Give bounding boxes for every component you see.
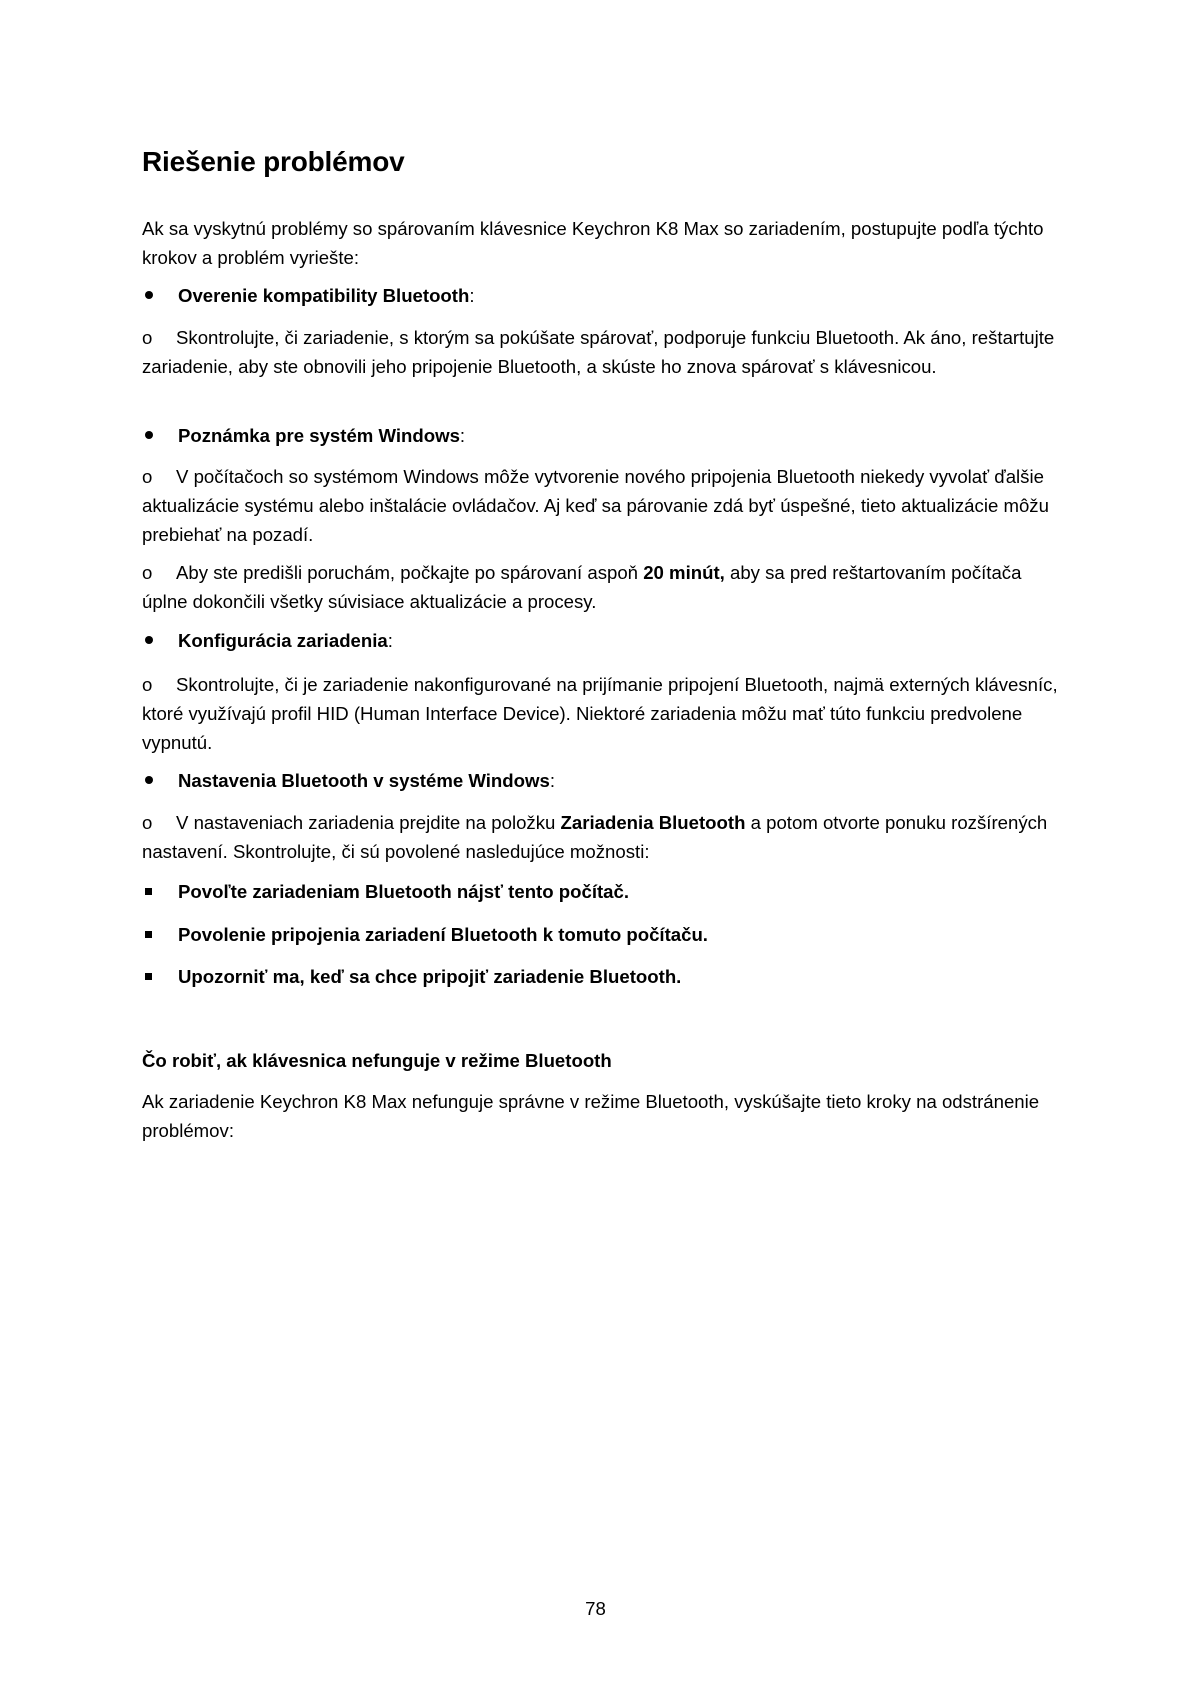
bt-settings-text: o V nastaveniach zariadenia prejdite na položku Zariadenia Bluetooth a potom otvorte ponuku rozšírených nastavení. Skontrolujte, či sú povolené nasledujúce možnosti: <box>142 808 1062 866</box>
compatibility-text: o Skontrolujte, či zariadenie, s ktorým sa pokúšate spárovať, podporuje funkciu Bluetooth. Ak áno, reštartujte zariadenie, aby ste obnovili jeho pripojenie Bluetooth, a skúste ho znova spárovať s klávesnicou. <box>142 323 1062 381</box>
windows-note-text-2: o Aby ste predišli poruchám, počkajte po spárovaní aspoň 20 minút, aby sa pred reštartovaním počítača úplne dokončili všetky súvisiace aktualizácie a procesy. <box>142 558 1062 616</box>
windows-note-text-1: o V počítačoch so systémom Windows môže vytvorenie nového pripojenia Bluetooth niekedy vyvolať ďalšie aktualizácie systému alebo inštalácie ovládačov. Aj keď sa párovanie zdá byť úspešné, tieto aktualizácie môžu prebiehať na pozadí. <box>142 462 1062 549</box>
option-text: Upozorniť ma, keď sa chce pripojiť zariadenie Bluetooth. <box>178 966 682 987</box>
circle-marker: o <box>142 327 153 348</box>
square-bullet-icon <box>142 877 178 906</box>
circle-marker: o <box>142 466 153 487</box>
page-number: 78 <box>585 1598 606 1619</box>
page-title: Riešenie problémov <box>142 146 405 177</box>
option-text: Povolenie pripojenia zariadení Bluetooth k tomuto počítaču. <box>178 924 708 945</box>
configuration-heading: Konfigurácia zariadenia <box>178 630 388 651</box>
compatibility-heading: Overenie kompatibility Bluetooth <box>178 285 470 306</box>
configuration-text: o Skontrolujte, či je zariadenie nakonfigurované na prijímanie pripojení Bluetooth, najmä externých klávesníc, ktoré využívajú profil HID (Human Interface Device). Niektoré zariadenia môžu mať túto funkciu predvolene vypnutú. <box>142 670 1062 757</box>
windows-note-heading: Poznámka pre systém Windows <box>178 425 460 446</box>
square-bullet-icon <box>142 920 178 949</box>
bullet-disc-icon <box>142 766 178 795</box>
bullet-disc-icon <box>142 421 178 450</box>
subsection-heading: Čo robiť, ak klávesnica nefunguje v režime Bluetooth <box>142 1050 612 1071</box>
bt-settings-heading: Nastavenia Bluetooth v systéme Windows <box>178 770 550 791</box>
circle-marker: o <box>142 674 153 695</box>
circle-marker: o <box>142 562 153 583</box>
bullet-disc-icon <box>142 626 178 655</box>
subsection-text: Ak zariadenie Keychron K8 Max nefunguje správne v režime Bluetooth, vyskúšajte tieto kroky na odstránenie problémov: <box>142 1091 1040 1141</box>
bullet-disc-icon <box>142 281 178 310</box>
circle-marker: o <box>142 812 153 833</box>
option-text: Povoľte zariadeniam Bluetooth nájsť tento počítač. <box>178 881 630 902</box>
intro-paragraph: Ak sa vyskytnú problémy so spárovaním klávesnice Keychron K8 Max so zariadením, postupujte podľa týchto krokov a problém vyriešte: <box>142 218 1044 268</box>
square-bullet-icon <box>142 962 178 991</box>
